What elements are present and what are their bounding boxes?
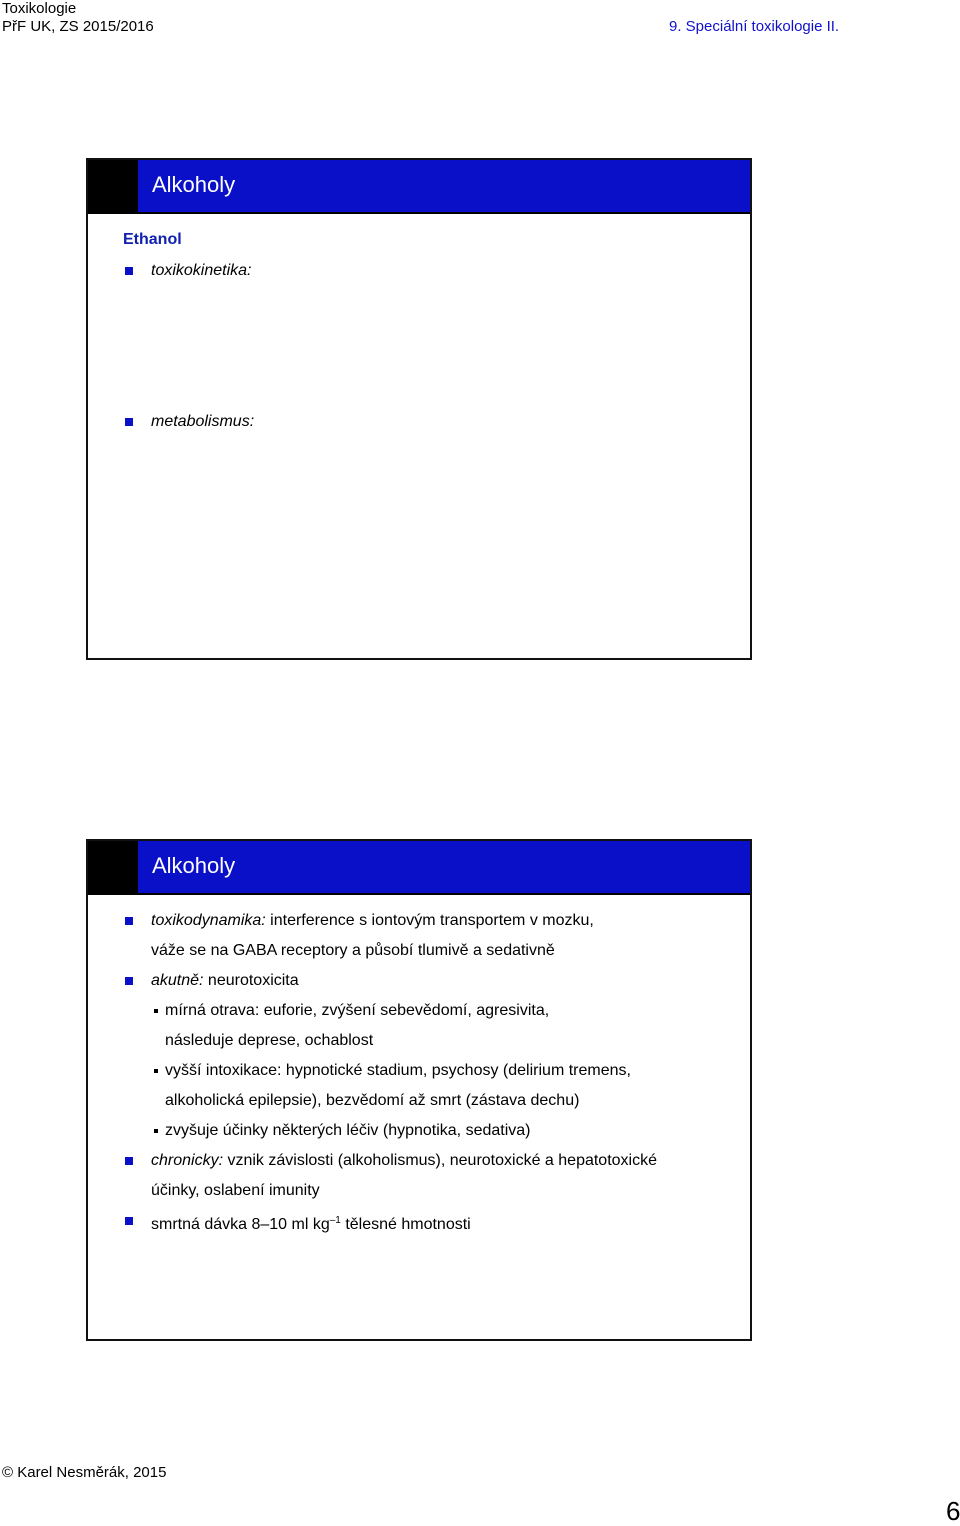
institution-term: PřF UK, ZS 2015/2016: [2, 18, 154, 35]
akutne-line: [151, 971, 299, 991]
bullet-metabolismus: metabolismus:: [151, 413, 255, 430]
toxikodynamika-line-1: [151, 911, 594, 931]
chronicky-line-1: [151, 1151, 657, 1171]
slide-title-bar: [88, 841, 750, 895]
bullet-square-icon: [125, 1217, 133, 1225]
chronicky-line-2: účinky, oslabení imunity: [151, 1182, 320, 1199]
lethal-dose-line: [151, 1211, 471, 1235]
slide-subtitle: Ethanol: [123, 231, 182, 248]
course-name: Toxikologie: [2, 0, 77, 17]
toxikodynamika-line-2: váže se na GABA receptory a působí tlumivě a sedativně: [151, 942, 555, 959]
lethal-dose-exponent: –1: [329, 1215, 341, 1226]
sub-bullet-icon: [154, 1009, 158, 1013]
akutne-sub-3-line-1: zvyšuje účinky některých léčiv (hypnotika, sedativa): [165, 1122, 531, 1139]
bullet-square-icon: [125, 917, 133, 925]
page-number: 6: [946, 1496, 960, 1526]
lethal-dose-text-b: tělesné hmotnosti: [340, 1216, 471, 1233]
lethal-dose-text-a: smrtná dávka 8–10 ml kg: [151, 1216, 330, 1233]
chronicky-text-1: vznik závislosti (alkoholismus), neurotoxické a hepatotoxické: [223, 1152, 657, 1169]
akutne-sub-1-line-2: následuje deprese, ochablost: [165, 1032, 374, 1049]
toxikodynamika-label: toxikodynamika:: [151, 912, 266, 929]
akutne-text: neurotoxicita: [203, 972, 299, 989]
title-bar-accent: [88, 841, 138, 893]
akutne-sub-2-line-1: vyšší intoxikace: hypnotické stadium, psychosy (delirium tremens,: [165, 1062, 631, 1079]
bullet-square-icon: [125, 1157, 133, 1165]
chronicky-label: chronicky:: [151, 1152, 224, 1169]
sub-bullet-icon: [154, 1069, 158, 1073]
akutne-sub-1-line-1: mírná otrava: euforie, zvýšení sebevědomí, agresivita,: [165, 1002, 550, 1019]
title-bar-accent: [88, 160, 138, 212]
lecture-title: 9. Speciální toxikologie II.: [669, 18, 840, 35]
slide-1: [86, 158, 752, 660]
copyright: © Karel Nesměrák, 2015: [2, 1464, 167, 1481]
bullet-square-icon: [125, 418, 133, 426]
slide-title: Alkoholy: [152, 853, 236, 878]
slide-2: [86, 839, 752, 1341]
akutne-label: akutně:: [151, 972, 204, 989]
slide-title: Alkoholy: [152, 172, 236, 197]
sub-bullet-icon: [154, 1129, 158, 1133]
bullet-toxikokinetika: toxikokinetika:: [151, 262, 252, 279]
akutne-sub-2-line-2: alkoholická epilepsie), bezvědomí až smrt (zástava dechu): [165, 1092, 580, 1109]
bullet-square-icon: [125, 977, 133, 985]
toxikodynamika-text-1: interference s iontovým transportem v mozku,: [265, 912, 594, 929]
slide-title-bar: [88, 160, 750, 214]
bullet-square-icon: [125, 267, 133, 275]
